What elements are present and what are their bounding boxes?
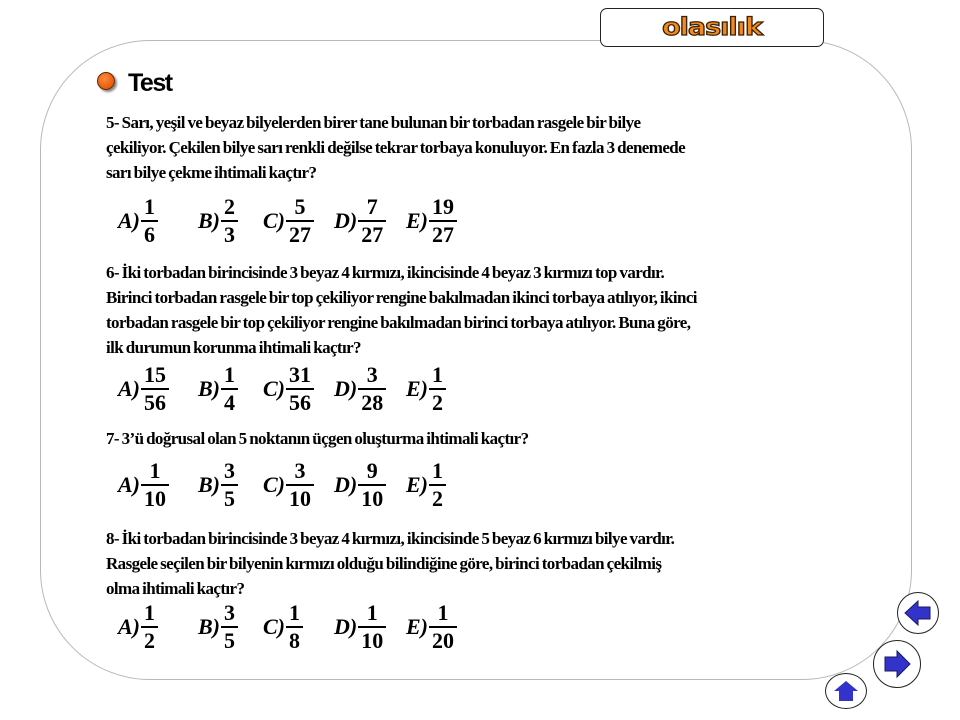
answer-option-a[interactable]: [118, 458, 169, 512]
option-label: B): [198, 208, 220, 233]
answer-option-b[interactable]: [198, 194, 238, 248]
option-label: E): [406, 208, 428, 233]
fraction-denominator: 10: [361, 485, 384, 511]
option-label: D): [334, 614, 358, 639]
fraction-denominator: 10: [289, 485, 311, 511]
answer-option-e[interactable]: [406, 362, 446, 416]
option-label: D): [334, 208, 358, 233]
option-label: C): [263, 472, 285, 497]
fraction-denominator: 10: [361, 627, 384, 653]
option-label: D): [334, 472, 358, 497]
fraction: [286, 195, 314, 247]
fraction: [221, 601, 238, 653]
next-button[interactable]: [873, 640, 921, 688]
fraction-numerator: 5: [294, 194, 306, 220]
answer-option-d[interactable]: [334, 458, 386, 512]
answer-option-e[interactable]: [406, 600, 457, 654]
answer-option-c[interactable]: [263, 458, 314, 512]
answer-option-a[interactable]: [118, 194, 158, 248]
answer-option-b[interactable]: [198, 458, 238, 512]
answer-option-a[interactable]: [118, 362, 169, 416]
home-button[interactable]: [825, 673, 867, 709]
answer-option-c[interactable]: [263, 600, 303, 654]
fraction: [221, 363, 238, 415]
fraction: [141, 459, 169, 511]
fraction: [358, 363, 386, 415]
logo-text: olasılık: [662, 13, 762, 42]
fraction: [141, 601, 158, 653]
question-line: çekiliyor. Çekilen bilye sarı renkli değilse tekrar torbaya konuluyor. En fazla 3 denemede: [106, 138, 686, 157]
fraction-denominator: 28: [361, 389, 384, 415]
fraction-denominator: 56: [289, 389, 311, 415]
option-label: D): [334, 376, 358, 401]
option-label: A): [118, 472, 140, 497]
question-line: 5- Sarı, yeşil ve beyaz bilyelerden birer tane bulunan bir torbadan rasgele bir bilye: [106, 113, 641, 132]
fraction: [141, 195, 158, 247]
answer-option-d[interactable]: [334, 194, 386, 248]
fraction: [429, 601, 457, 653]
option-label: B): [198, 472, 220, 497]
fraction-numerator: 1: [437, 600, 449, 626]
fraction-denominator: 2: [432, 485, 443, 511]
fraction-numerator: 1: [432, 362, 443, 388]
answer-option-c[interactable]: [263, 362, 314, 416]
fraction: [286, 601, 303, 653]
question-line: Birinci torbadan rasgele bir top çekiliyor rengine bakılmadan ikinci torbaya atılıyor, ikinci: [106, 288, 697, 307]
question-line: 7- 3’ü doğrusal olan 5 noktanın üçgen oluşturma ihtimali kaçtır?: [106, 429, 529, 448]
fraction-denominator: 6: [144, 221, 155, 247]
question-line: torbadan rasgele bir top çekiliyor rengine bakılmadan birinci torbaya atılıyor. Buna göre,: [106, 313, 691, 332]
fraction-numerator: 3: [224, 458, 235, 484]
logo-banner: [600, 8, 824, 47]
fraction-numerator: 1: [144, 600, 155, 626]
fraction-numerator: 3: [294, 458, 306, 484]
fraction: [221, 195, 238, 247]
fraction-denominator: 27: [289, 221, 311, 247]
answer-option-a[interactable]: [118, 600, 158, 654]
option-label: C): [263, 376, 285, 401]
answer-option-e[interactable]: [406, 194, 457, 248]
fraction-numerator: 1: [149, 458, 161, 484]
fraction: [358, 459, 386, 511]
answer-option-c[interactable]: [263, 194, 314, 248]
fraction-denominator: 56: [144, 389, 166, 415]
question-line: ilk durumun korunma ihtimali kaçtır?: [106, 338, 361, 357]
option-label: B): [198, 614, 220, 639]
question-line: Rasgele seçilen bir bilyenin kırmızı olduğu bilindiğine göre, birinci torbadan çekilmiş: [106, 554, 662, 573]
fraction-numerator: 1: [432, 458, 443, 484]
back-button[interactable]: [897, 592, 939, 634]
question-line: sarı bilye çekme ihtimali kaçtır?: [106, 163, 317, 182]
fraction-numerator: 7: [366, 194, 378, 220]
fraction-denominator: 8: [289, 627, 300, 653]
fraction-denominator: 3: [224, 221, 235, 247]
question-line: 8- İki torbadan birincisinde 3 beyaz 4 kırmızı, ikincisinde 5 beyaz 6 kırmızı bilye vardır.: [106, 529, 675, 548]
fraction: [358, 195, 386, 247]
fraction-denominator: 5: [224, 627, 235, 653]
option-label: C): [263, 208, 285, 233]
option-label: E): [406, 472, 428, 497]
question-line: 6- İki torbadan birincisinde 3 beyaz 4 kırmızı, ikincisinde 4 beyaz 3 kırmızı top vardır.: [106, 263, 665, 282]
question-6-text: [106, 260, 697, 360]
question-8-text: [106, 526, 674, 601]
fraction-numerator: 1: [289, 600, 300, 626]
option-label: B): [198, 376, 220, 401]
fraction: [221, 459, 238, 511]
fraction-denominator: 4: [224, 389, 235, 415]
option-label: C): [263, 614, 285, 639]
option-label: A): [118, 208, 140, 233]
fraction-numerator: 1: [224, 362, 235, 388]
fraction-numerator: 1: [366, 600, 378, 626]
fraction-numerator: 3: [366, 362, 378, 388]
fraction-numerator: 19: [432, 194, 454, 220]
answer-option-b[interactable]: [198, 600, 238, 654]
fraction-numerator: 2: [224, 194, 235, 220]
option-label: E): [406, 376, 428, 401]
fraction-denominator: 5: [224, 485, 235, 511]
fraction-numerator: 1: [144, 194, 155, 220]
option-label: A): [118, 614, 140, 639]
fraction-denominator: 2: [144, 627, 155, 653]
question-5-text: [106, 110, 685, 185]
question-7-text: [106, 426, 529, 451]
answer-option-d[interactable]: [334, 362, 386, 416]
fraction: [286, 363, 314, 415]
fraction-denominator: 2: [432, 389, 443, 415]
fraction-numerator: 9: [366, 458, 378, 484]
fraction-denominator: 20: [432, 627, 454, 653]
option-label: A): [118, 376, 140, 401]
question-line: olma ihtimali kaçtır?: [106, 579, 245, 598]
arrow-right-icon: [882, 649, 912, 679]
answer-option-e[interactable]: [406, 458, 446, 512]
fraction-denominator: 27: [361, 221, 384, 247]
arrow-left-icon: [903, 599, 933, 627]
fraction-numerator: 31: [289, 362, 311, 388]
fraction-numerator: 3: [224, 600, 235, 626]
answer-option-b[interactable]: [198, 362, 238, 416]
fraction: [429, 459, 446, 511]
fraction: [286, 459, 314, 511]
home-icon: [833, 680, 859, 702]
fraction: [358, 601, 386, 653]
fraction: [141, 363, 169, 415]
fraction-numerator: 15: [144, 362, 166, 388]
page-title: Test: [128, 69, 172, 97]
option-label: E): [406, 614, 428, 639]
answer-option-d[interactable]: [334, 600, 386, 654]
fraction: [429, 363, 446, 415]
fraction-denominator: 27: [432, 221, 454, 247]
fraction: [429, 195, 457, 247]
bullet-icon: [97, 72, 115, 90]
fraction-denominator: 10: [144, 485, 166, 511]
